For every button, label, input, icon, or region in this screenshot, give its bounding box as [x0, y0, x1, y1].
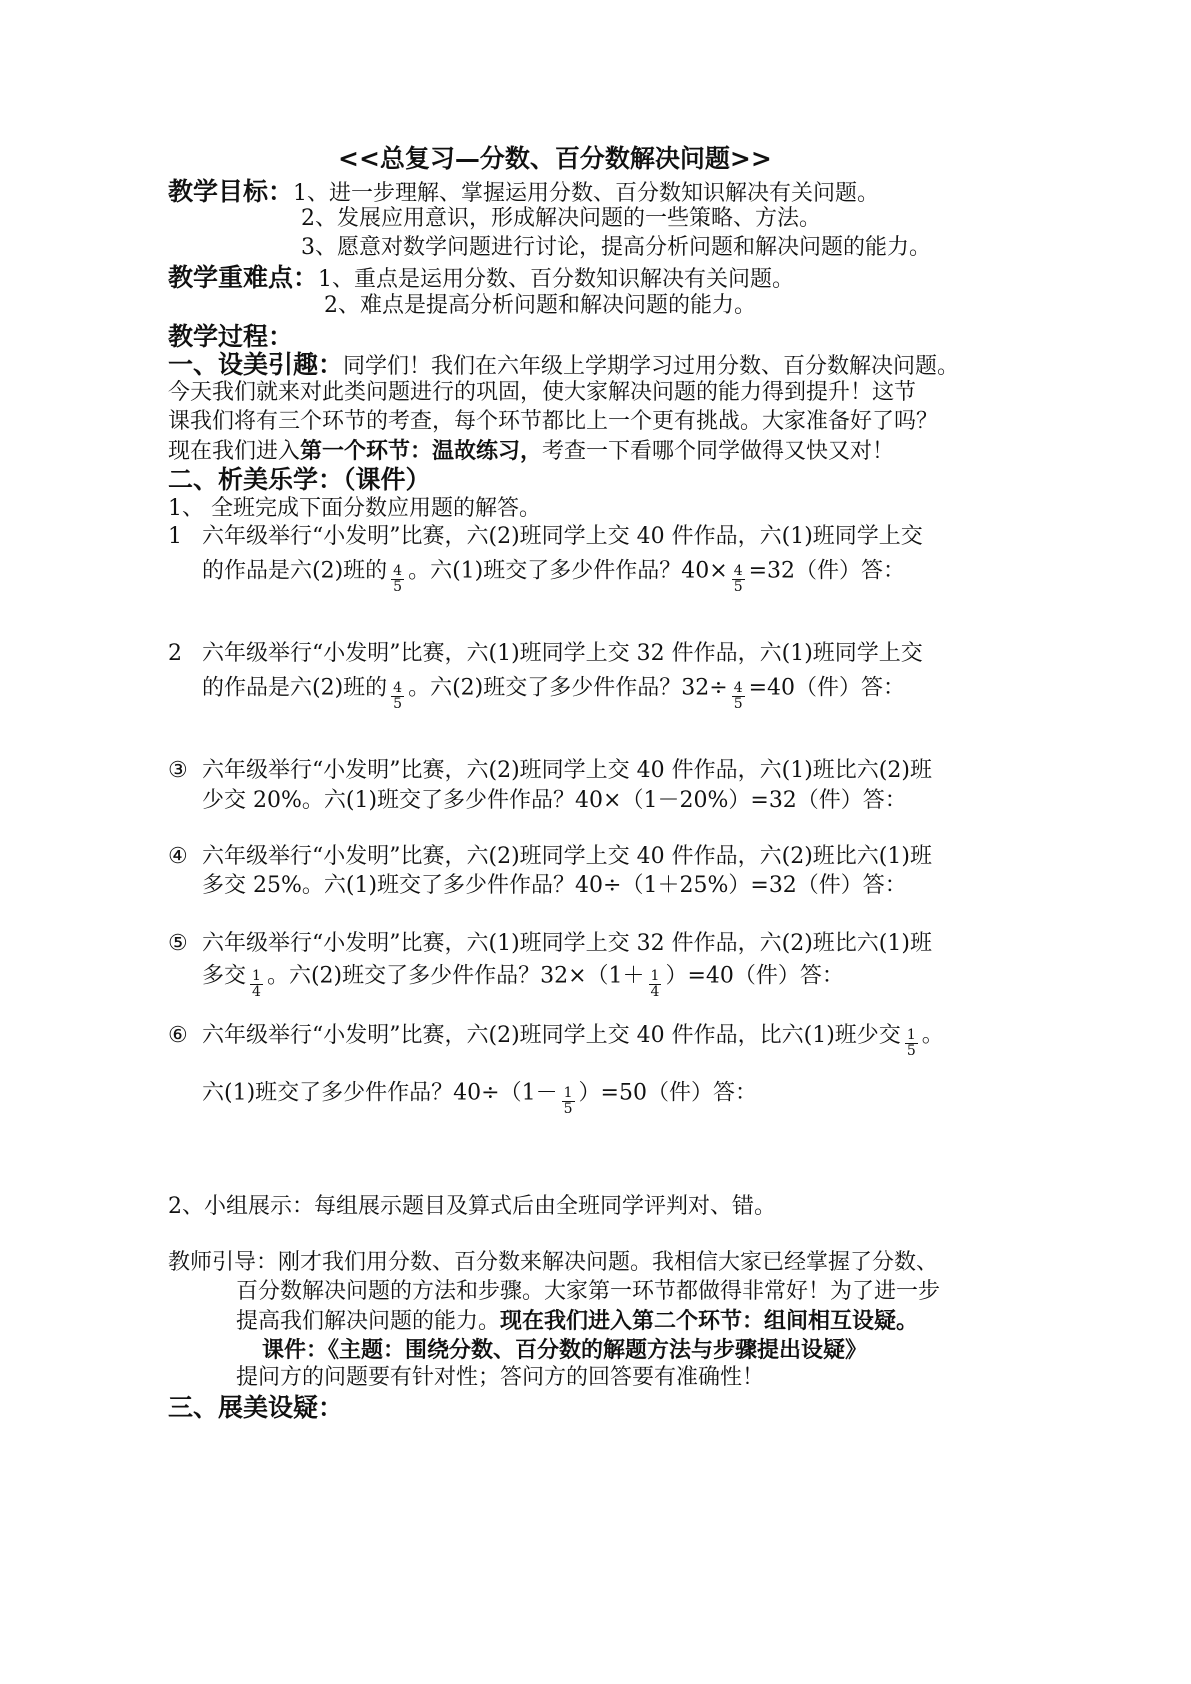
problem-6-text-1: 六年级举行“小发明”比赛，六(2)班同学上交 40 件作品，比六(1)班少交: [202, 1022, 901, 1048]
fraction-numerator: 4: [393, 563, 403, 579]
problem-1-line-2: [202, 556, 906, 595]
problem-6-text-2b: ）=50（件）答：: [578, 1080, 757, 1106]
problem-2-text-2a: 的作品是六(2)班的: [202, 675, 388, 701]
problem-2-text-2b: 。六(2)班交了多少件作品？32÷: [408, 675, 728, 701]
problem-2-text-1: 六年级举行“小发明”比赛，六(1)班同学上交 32 件作品，六(1)班同学上交: [202, 641, 923, 666]
problem-4-number: ④: [168, 844, 188, 869]
section1-text-4c: 考查一下看哪个同学做得又快又对！: [542, 439, 895, 464]
section1-text-1: 同学们！我们在六年级上学期学习过用分数、百分数解决问题。: [343, 354, 960, 379]
section1-text-4a: 现在我们进入: [168, 439, 301, 464]
fraction-denominator: 5: [393, 696, 403, 712]
fraction-numerator: 1: [252, 968, 261, 984]
section3-heading: 三、展美设疑：: [168, 1393, 344, 1422]
problem-2-number: 2: [168, 641, 182, 666]
process-label: 教学过程：: [168, 322, 294, 351]
fraction-numerator: 1: [906, 1027, 916, 1043]
courseware-topic: 课件：《主题：围绕分数、百分数的解题方法与步骤提出设疑》: [262, 1337, 868, 1363]
problem-1-text-2c: =32（件）答：: [748, 558, 906, 584]
fraction: [391, 681, 404, 712]
problem-5-line-2: [202, 961, 844, 1000]
section1-text-4b: 第一个环节：温故练习，: [300, 438, 543, 464]
fraction: [649, 969, 662, 1000]
task-2: 2、小组展示：每组展示题目及算式后由全班同学评判对、错。: [168, 1194, 776, 1219]
fraction-denominator: 4: [252, 984, 261, 1000]
fraction-denominator: 5: [906, 1043, 916, 1059]
section2-heading: 二、析美乐学：（课件）: [168, 465, 431, 494]
problem-1-text-2b: 。六(1)班交了多少件作品？40×: [408, 558, 728, 584]
goal-item-2: 2、发展应用意识，形成解决问题的一些策略、方法。: [301, 206, 821, 231]
problem-6-text-2a: 六(1)班交了多少件作品？40÷（1－: [202, 1080, 558, 1106]
fraction-numerator: 1: [650, 968, 660, 984]
problem-2-line-1: [168, 639, 923, 669]
problem-1-text-2a: 的作品是六(2)班的: [202, 558, 388, 584]
fraction: [732, 681, 745, 712]
fraction: [250, 969, 263, 1000]
problem-5-text-2b: 。六(2)班交了多少件作品？32×（1＋: [266, 963, 645, 989]
problem-5-text-2c: ）=40（件）答：: [665, 963, 844, 989]
section1-text-2: 今天我们就来对此类问题进行的巩固，使大家解决问题的能力得到提升！这节: [168, 380, 917, 405]
problem-5-text-2a: 多交: [202, 963, 247, 989]
problem-4-line-1: [168, 842, 932, 872]
problem-4-text-2: 多交 25%。六(1)班交了多少件作品？40÷（1＋25%）=32（件）答：: [202, 873, 907, 898]
fraction-numerator: 4: [393, 680, 403, 696]
fraction-denominator: 5: [563, 1101, 573, 1117]
section1-line-4: [168, 436, 894, 467]
guide-line-3: [236, 1306, 918, 1337]
problem-2-line-2: [202, 673, 906, 712]
fraction-denominator: 5: [393, 579, 403, 595]
problem-1-line-1: [168, 522, 923, 552]
guide-note: 提问方的问题要有针对性；答问方的回答要有准确性！: [236, 1365, 765, 1390]
problem-1-number: 1: [168, 524, 182, 549]
goal-item-1: 1、进一步理解、掌握运用分数、百分数知识解决有关问题。: [293, 181, 880, 206]
guide-text-3b: 现在我们进入第二个环节：组间相互设疑。: [500, 1308, 919, 1334]
fraction-numerator: 4: [733, 563, 743, 579]
fraction-denominator: 5: [733, 696, 743, 712]
problem-5-line-1: [168, 929, 932, 959]
goal-item-3: 3、愿意对数学问题进行讨论，提高分析问题和解决问题的能力。: [301, 235, 931, 260]
problem-6-line-2: [202, 1078, 757, 1117]
problem-1-text-1: 六年级举行“小发明”比赛，六(2)班同学上交 40 件作品，六(1)班同学上交: [202, 524, 923, 549]
problem-3-text-1: 六年级举行“小发明”比赛，六(2)班同学上交 40 件作品，六(1)班比六(2)班: [202, 758, 932, 783]
problem-2-text-2c: =40（件）答：: [748, 675, 906, 701]
problem-6-number: ⑥: [168, 1022, 188, 1048]
fraction: [905, 1028, 918, 1059]
problem-6-line-1: [168, 1020, 944, 1059]
section1-text-3: 课我们将有三个环节的考查，每个环节都比上一个更有挑战。大家准备好了吗？: [168, 409, 939, 434]
problem-5-number: ⑤: [168, 931, 188, 956]
task-1: 1、 全班完成下面分数应用题的解答。: [168, 496, 541, 521]
guide-text-2: 百分数解决问题的方法和步骤。大家第一环节都做得非常好！为了进一步: [236, 1279, 941, 1304]
goals-label: 教学目标：: [168, 177, 294, 206]
problem-4-text-1: 六年级举行“小发明”比赛，六(2)班同学上交 40 件作品，六(2)班比六(1)班: [202, 844, 932, 869]
fraction-denominator: 5: [733, 579, 743, 595]
problem-5-text-1: 六年级举行“小发明”比赛，六(1)班同学上交 32 件作品，六(2)班比六(1)班: [202, 931, 932, 956]
page-title: <<总复习—分数、百分数解决问题>>: [338, 144, 772, 173]
problem-6-text-1-end: 。: [921, 1022, 944, 1048]
fraction-denominator: 4: [650, 984, 660, 1000]
fraction: [391, 564, 404, 595]
fraction-numerator: 1: [563, 1085, 573, 1101]
problem-3-text-2: 少交 20%。六(1)班交了多少件作品？40×（1－20%）=32（件）答：: [202, 788, 907, 813]
fraction: [732, 564, 745, 595]
fraction-numerator: 4: [733, 680, 743, 696]
problem-3-number: ③: [168, 758, 188, 783]
keypoint-item-2: 2、难点是提高分析问题和解决问题的能力。: [324, 293, 756, 318]
section1-heading: 一、设美引趣：: [168, 350, 344, 379]
keypoints-label: 教学重难点：: [168, 263, 319, 292]
guide-text-3a: 提高我们解决问题的能力。: [236, 1309, 501, 1334]
keypoint-item-1: 1、重点是运用分数、百分数知识解决有关问题。: [318, 267, 795, 292]
fraction: [562, 1086, 575, 1117]
guide-text-1: 教师引导：刚才我们用分数、百分数来解决问题。我相信大家已经掌握了分数、: [168, 1250, 939, 1275]
problem-3-line-1: [168, 756, 932, 786]
